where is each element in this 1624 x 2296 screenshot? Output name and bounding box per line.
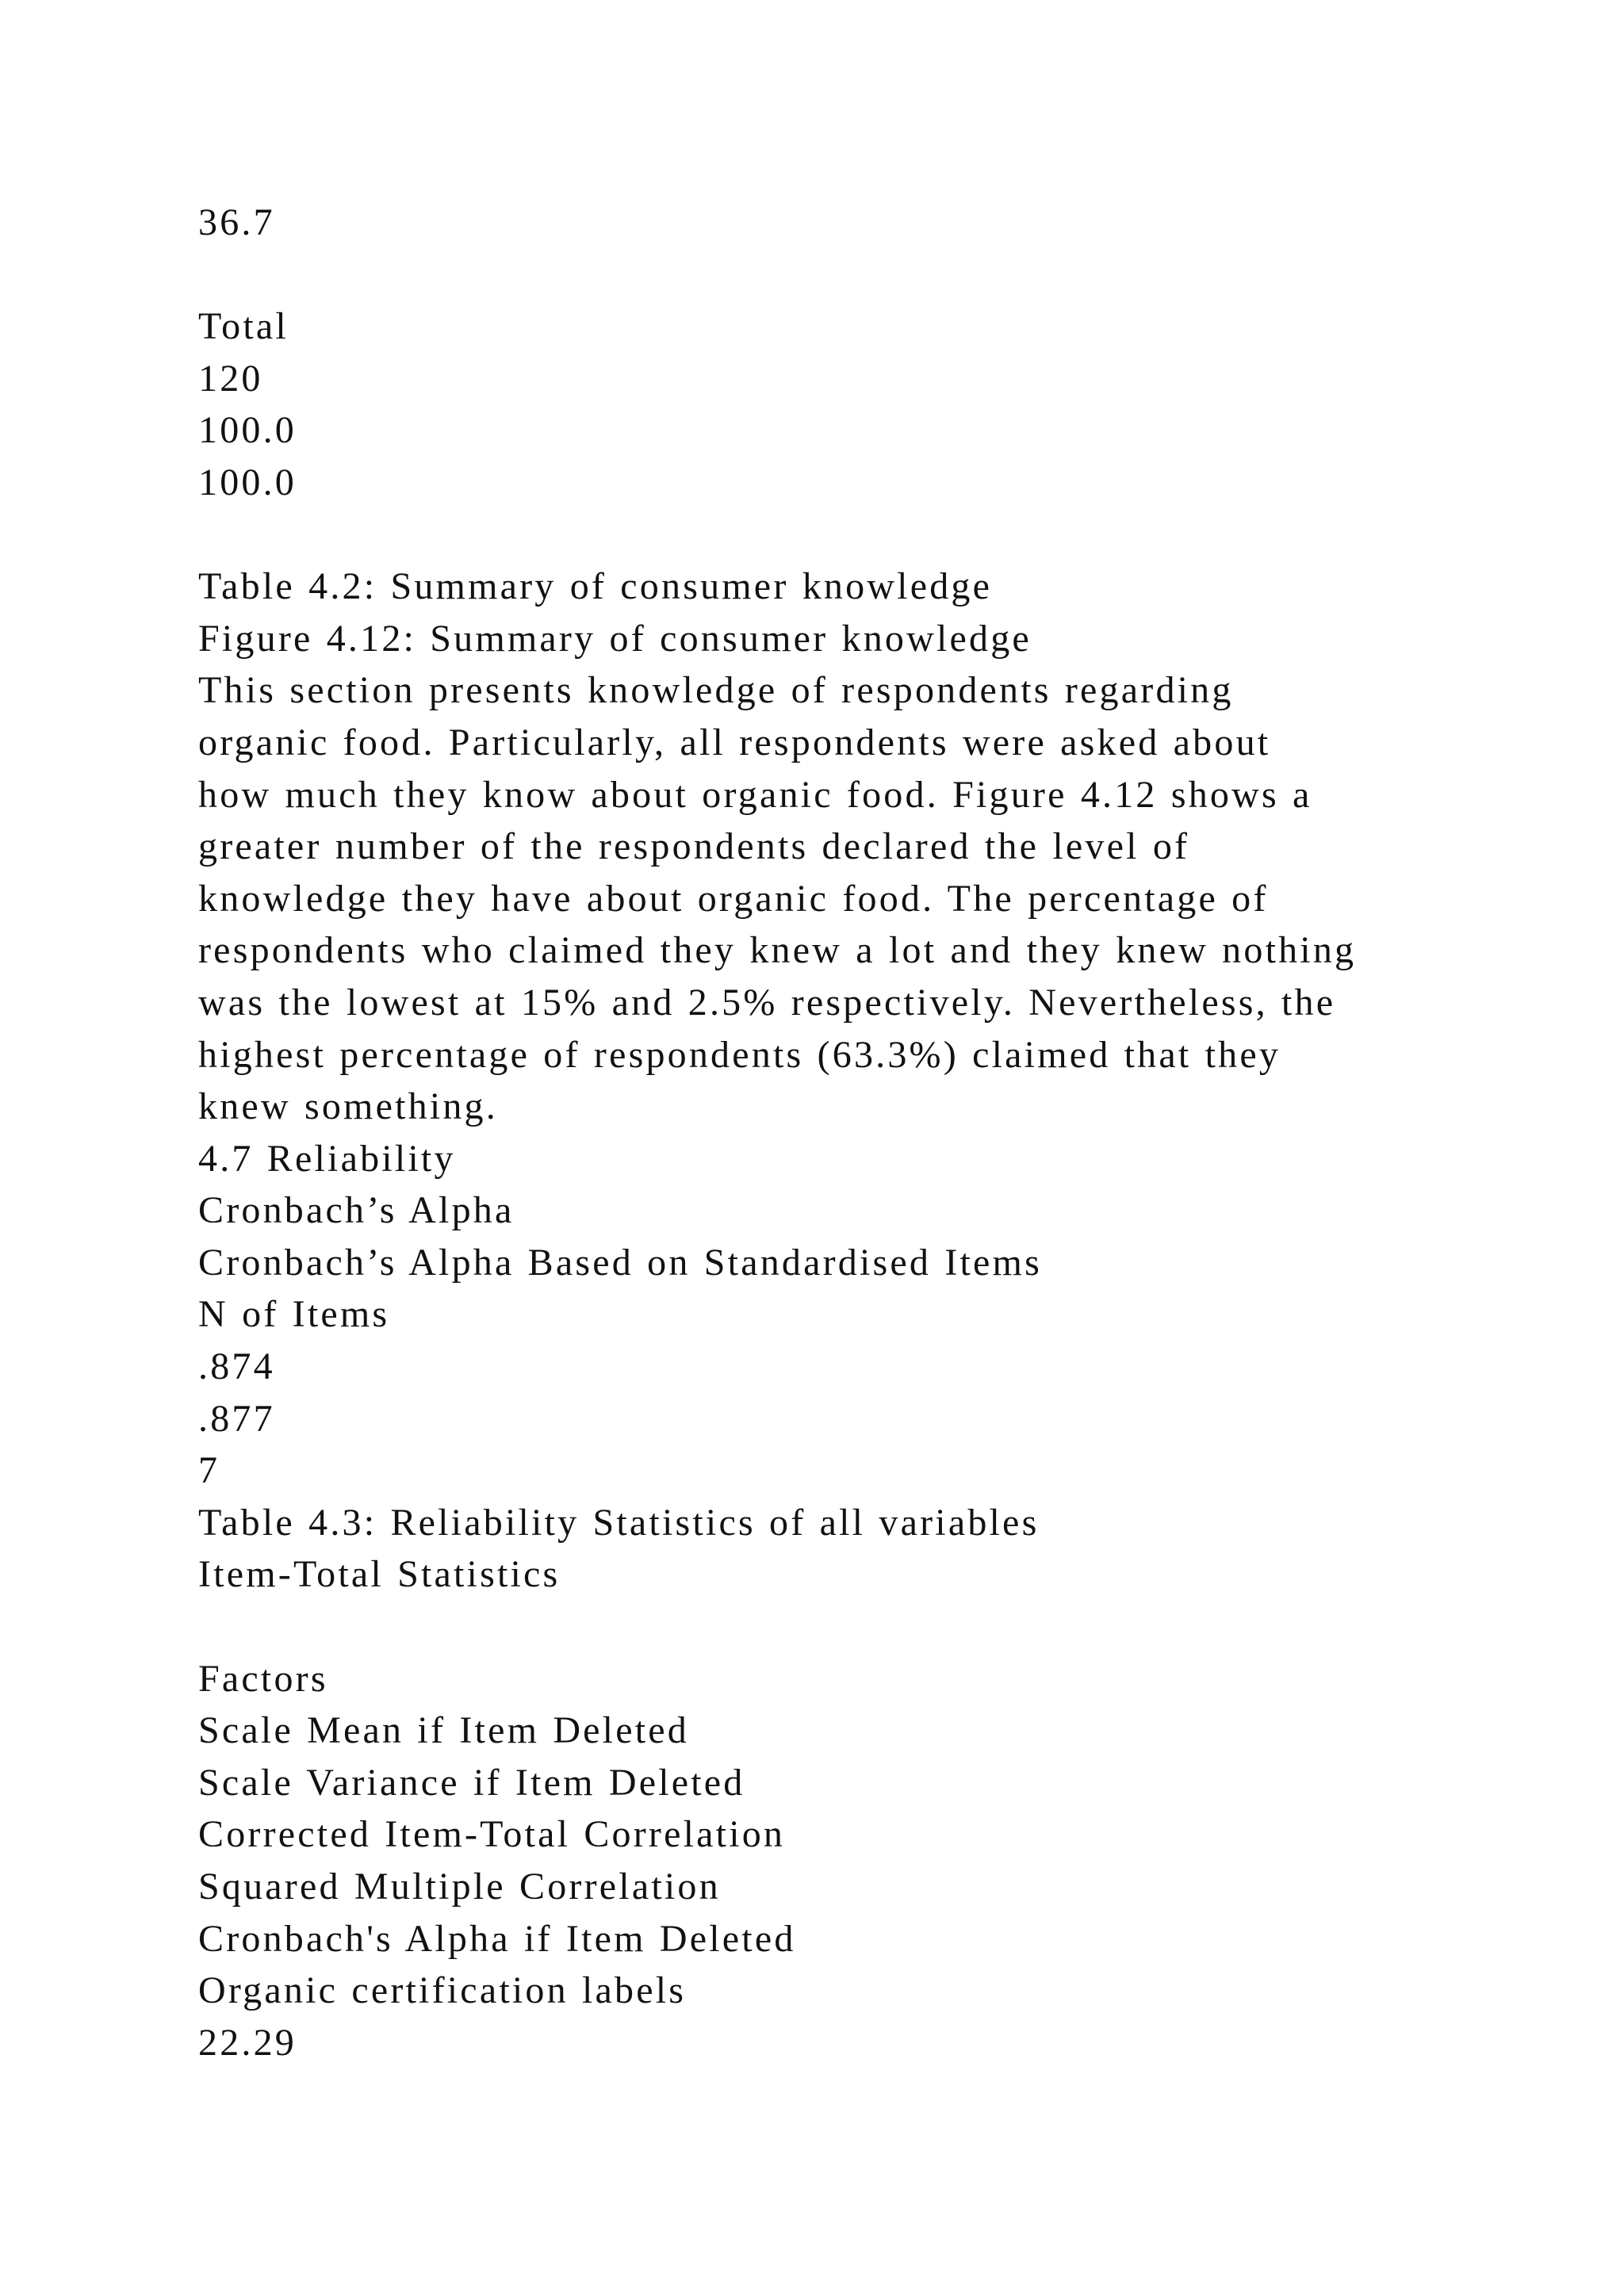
frequency-value: 36.7 <box>198 201 275 243</box>
section-heading: 4.7 Reliability <box>198 1137 456 1180</box>
table-caption: Table 4.2: Summary of consumer knowledge <box>198 565 993 608</box>
table-cell: 22.29 <box>198 2021 297 2064</box>
total-percent: 100.0 <box>198 409 297 452</box>
total-valid-percent: 100.0 <box>198 461 297 503</box>
paragraph-line: greater number of the respondents declared the level of <box>198 825 1190 868</box>
paragraph-line: knew something. <box>198 1085 498 1128</box>
paragraph-line: knowledge they have about organic food. The percentage of <box>198 877 1269 920</box>
table-title: Item-Total Statistics <box>198 1553 561 1596</box>
table-row-label: Organic certification labels <box>198 1969 687 2012</box>
paragraph-line: respondents who claimed they knew a lot and they knew nothing <box>198 929 1357 972</box>
table-header-cell: Factors <box>198 1657 328 1700</box>
blank-line <box>198 249 1507 301</box>
paragraph-line: organic food. Particularly, all respondents were asked about <box>198 721 1271 763</box>
paragraph-line: highest percentage of respondents (63.3%) claimed that they <box>198 1033 1281 1076</box>
figure-caption: Figure 4.12: Summary of consumer knowledge <box>198 617 1032 660</box>
table-header-cell: Cronbach’s Alpha Based on Standardised Items <box>198 1241 1042 1284</box>
paragraph-line: how much they know about organic food. Figure 4.12 shows a <box>198 773 1312 816</box>
document-text <box>198 197 1507 2068</box>
table-cell: .874 <box>198 1345 275 1388</box>
table-header-cell: Cronbach’s Alpha <box>198 1189 515 1232</box>
table-header-cell: Squared Multiple Correlation <box>198 1866 721 1908</box>
table-caption: Table 4.3: Reliability Statistics of all variables <box>198 1501 1040 1544</box>
table-cell: .877 <box>198 1397 275 1440</box>
paragraph-line: was the lowest at 15% and 2.5% respectively. Nevertheless, the <box>198 981 1336 1024</box>
table-header-cell: N of Items <box>198 1293 390 1336</box>
paragraph-line: This section presents knowledge of respondents regarding <box>198 669 1234 712</box>
total-label: Total <box>198 305 289 348</box>
table-header-cell: Scale Variance if Item Deleted <box>198 1761 745 1804</box>
table-header-cell: Cronbach's Alpha if Item Deleted <box>198 1917 796 1960</box>
total-count: 120 <box>198 357 263 400</box>
table-cell: 7 <box>198 1449 220 1492</box>
blank-line <box>198 1601 1507 1653</box>
table-header-cell: Scale Mean if Item Deleted <box>198 1709 689 1752</box>
table-header-cell: Corrected Item-Total Correlation <box>198 1813 786 1856</box>
blank-line <box>198 509 1507 561</box>
